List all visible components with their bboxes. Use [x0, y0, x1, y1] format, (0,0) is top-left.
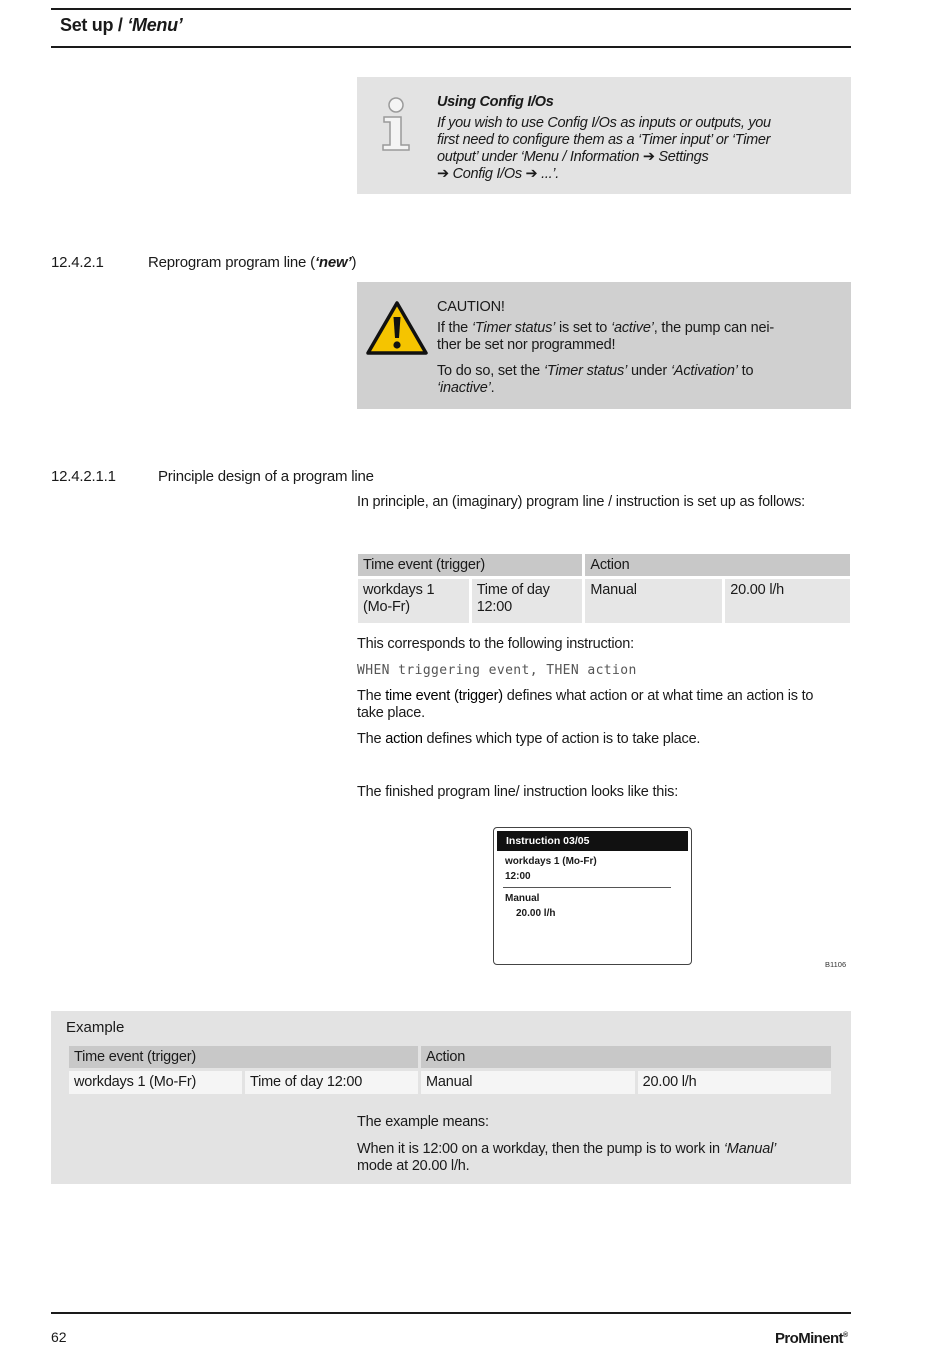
text: to: [737, 363, 754, 379]
caution-heading: CAUTION!: [437, 299, 505, 315]
display-mode: Manual: [505, 893, 540, 904]
footer-rule: [51, 1312, 851, 1314]
display-separator: [503, 887, 671, 888]
text: mode at 20.00 l/h.: [357, 1158, 470, 1174]
timer-status-term: ‘Timer status’: [543, 363, 628, 379]
display-time: 12:00: [505, 871, 531, 882]
section-title-suffix: ): [351, 254, 357, 271]
caution-paragraph-1: [437, 320, 832, 354]
table-header-row: [358, 554, 850, 576]
finished-line-text: The finished program line/ instruction looks like this:: [357, 784, 679, 800]
cell-line: (Mo-Fr): [363, 599, 410, 615]
header-top-rule: [51, 8, 851, 10]
program-line-table: [355, 551, 853, 626]
table-cell-flow: 20.00 l/h: [638, 1071, 831, 1094]
text: .: [490, 380, 495, 396]
display-weekdays: workdays 1 (Mo-Fr): [505, 856, 597, 867]
table-cell-weekdays: [358, 579, 469, 623]
caution-text: [437, 299, 832, 406]
brand-part: Minent: [798, 1330, 843, 1347]
header-bottom-rule: [51, 46, 851, 48]
section-title: [148, 254, 356, 271]
example-table: [66, 1043, 834, 1097]
example-title: Example: [66, 1019, 125, 1036]
figure-id: B1106: [825, 960, 847, 969]
table-cell-time-of-day: [472, 579, 583, 623]
text: When it is 12:00 on a workday, then the pump is to work in: [357, 1141, 724, 1157]
time-event-term: time event (trigger): [385, 688, 503, 704]
table-cell-mode: Manual: [585, 579, 722, 623]
section-title: Principle design of a program line: [158, 468, 374, 485]
info-note-box: [357, 77, 851, 194]
pump-display: [493, 827, 692, 965]
brand-part: Pro: [775, 1330, 799, 1347]
table-row: [69, 1071, 831, 1094]
example-explanation: [357, 1141, 837, 1175]
table-header-row: [69, 1046, 831, 1068]
table-header-action: Action: [585, 554, 850, 576]
text: The: [357, 731, 386, 747]
section-title-italic: ‘new’: [314, 254, 352, 271]
time-event-explanation: [357, 688, 851, 722]
table-cell-flow: 20.00 l/h: [725, 579, 850, 623]
info-note-text: [437, 94, 832, 183]
text: defines which type of action is to take place.: [422, 731, 701, 747]
info-note-line: output’ under ‘Menu / Information ➔ Settings: [437, 149, 709, 165]
page-number: 62: [51, 1329, 67, 1345]
cell-line: workdays 1: [363, 582, 435, 598]
table-cell-mode: Manual: [421, 1071, 635, 1094]
table-cell-weekdays: workdays 1 (Mo-Fr): [69, 1071, 242, 1094]
table-row: [358, 579, 850, 623]
page-title: [60, 15, 183, 36]
text: under: [627, 363, 671, 379]
table-header-action: Action: [421, 1046, 831, 1068]
text: The: [357, 688, 386, 704]
caution-box: [357, 282, 851, 409]
cell-line: 12:00: [476, 599, 512, 615]
text: , the pump can nei-: [653, 320, 775, 336]
table-cell-time-of-day: Time of day 12:00: [245, 1071, 418, 1094]
page-title-prefix: Set up /: [60, 15, 123, 35]
info-note-line: If you wish to use Config I/Os as inputs or outputs, you: [437, 115, 771, 131]
inactive-term: ‘inactive’: [437, 380, 491, 396]
active-term: ‘active’: [610, 320, 654, 336]
table-header-time-event: Time event (trigger): [358, 554, 582, 576]
text: To do so, set the: [437, 363, 544, 379]
example-box: [51, 1011, 851, 1184]
brand-logo: [775, 1330, 848, 1347]
action-explanation: [357, 731, 700, 748]
section-number: 12.4.2.1: [51, 254, 104, 271]
info-note-line: ➔ Config I/Os ➔ ...’.: [437, 166, 559, 182]
page-title-menu: ‘Menu’: [127, 15, 183, 35]
text: is set to: [555, 320, 611, 336]
section-number: 12.4.2.1.1: [51, 468, 116, 485]
text: take place.: [357, 705, 425, 721]
section-title-prefix: Reprogram program line (: [148, 254, 315, 271]
activation-term: ‘Activation’: [670, 363, 738, 379]
cell-line: Time of day: [476, 582, 550, 598]
display-header: Instruction 03/05: [497, 831, 688, 851]
registered-mark: ®: [842, 1332, 848, 1339]
warning-triangle-icon: [365, 300, 429, 361]
action-term: action: [385, 731, 423, 747]
info-icon: [379, 97, 413, 158]
manual-term: ‘Manual’: [723, 1141, 777, 1157]
text: ther be set nor programmed!: [437, 337, 616, 353]
corresponds-text: This corresponds to the following instruction:: [357, 636, 634, 652]
info-note-title: Using Config I/Os: [437, 94, 554, 110]
table-header-time-event: Time event (trigger): [69, 1046, 418, 1068]
instruction-code: WHEN triggering event, THEN action: [357, 663, 637, 678]
caution-paragraph-2: [437, 363, 832, 397]
text: If the: [437, 320, 472, 336]
info-note-line: first need to configure them as a ‘Timer input’ or ‘Timer: [437, 132, 771, 148]
example-means-text: The example means:: [357, 1114, 489, 1130]
intro-text: In principle, an (imaginary) program line / instruction is set up as follows:: [357, 494, 805, 510]
display-flow: 20.00 l/h: [516, 908, 556, 919]
timer-status-term: ‘Timer status’: [471, 320, 556, 336]
text: defines what action or at what time an action is to: [502, 688, 814, 704]
